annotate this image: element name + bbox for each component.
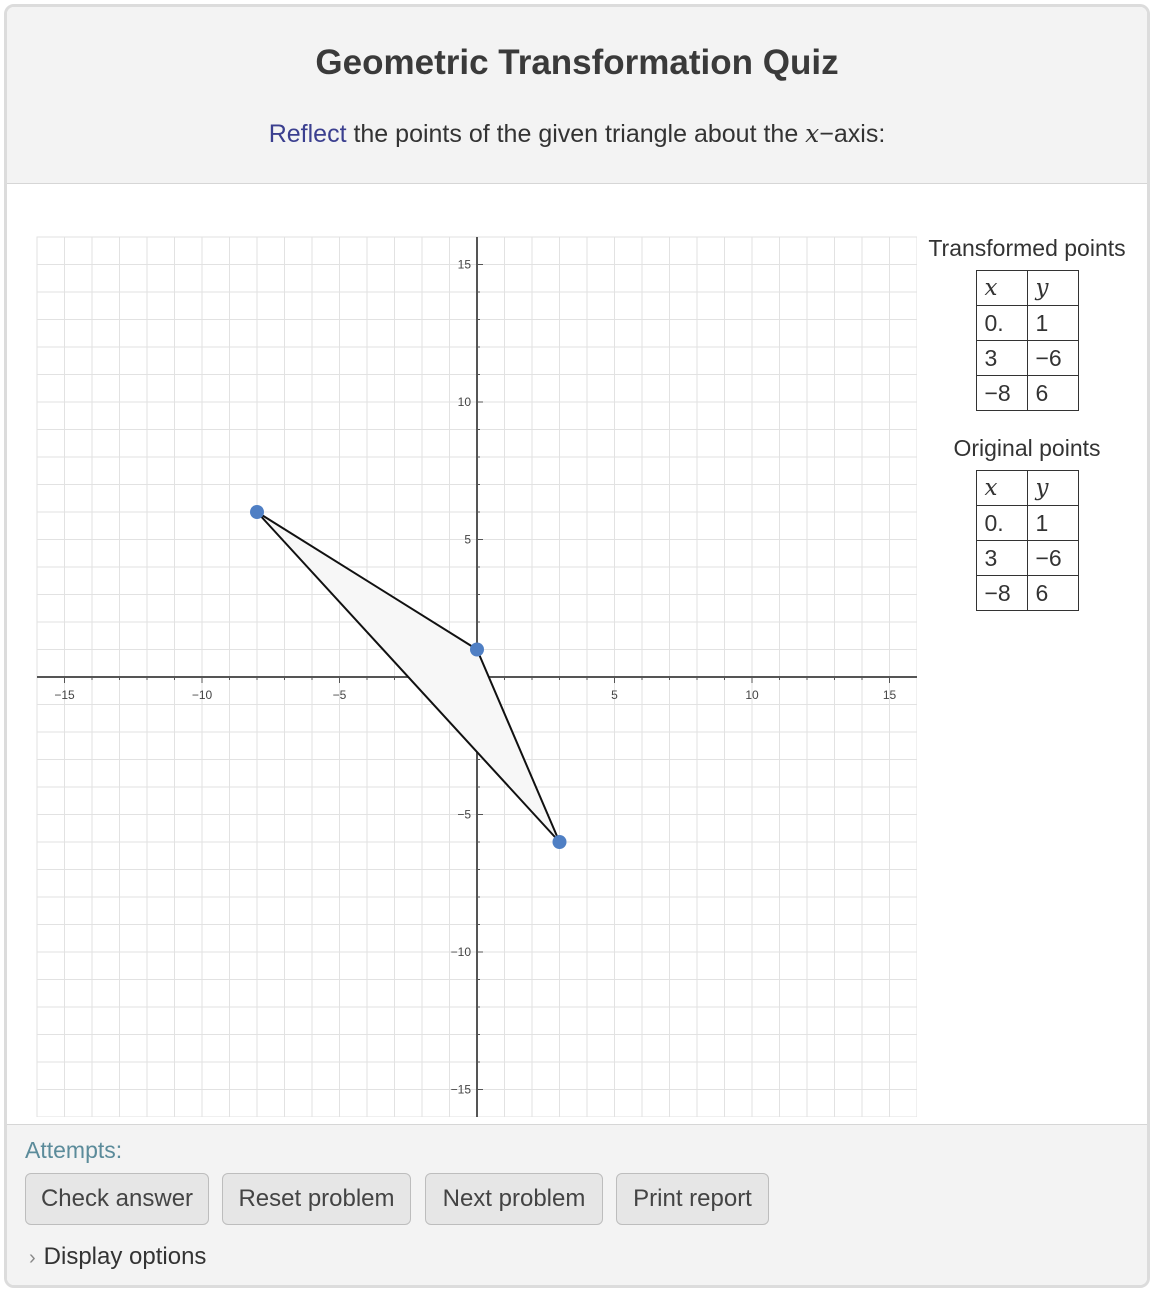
transformed-points-table — [976, 270, 1079, 411]
prompt-axis: −axis: — [819, 120, 886, 148]
display-options-toggle[interactable] — [29, 1243, 206, 1271]
page-title: Geometric Transformation Quiz — [315, 43, 839, 82]
transformed-y-cell[interactable]: −6 — [1027, 341, 1078, 376]
y-tick-label: 5 — [464, 532, 471, 547]
original-points-table — [976, 470, 1079, 611]
chevron-right-icon: › — [29, 1247, 36, 1269]
coordinate-plot[interactable] — [27, 227, 917, 1117]
original-y-cell: 1 — [1027, 506, 1078, 541]
transformed-y-cell[interactable]: 1 — [1027, 306, 1078, 341]
original-x-header: x — [976, 471, 1027, 506]
triangle-vertex-point[interactable] — [250, 505, 264, 519]
x-tick-label: −15 — [54, 688, 75, 702]
original-points-title: Original points — [953, 435, 1101, 461]
quiz-panel — [4, 4, 1150, 1288]
triangle-vertex-point[interactable] — [553, 835, 567, 849]
y-tick-label: 15 — [457, 257, 471, 272]
question-prompt — [7, 119, 1147, 149]
x-tick-label: 15 — [882, 688, 897, 702]
transformed-x-cell[interactable]: 3 — [976, 341, 1027, 376]
original-y-cell: −6 — [1027, 541, 1078, 576]
quiz-footer — [7, 1124, 1147, 1285]
transformed-x-cell[interactable]: −8 — [976, 376, 1027, 411]
y-tick-label: −15 — [450, 1082, 471, 1097]
x-tick-label: −10 — [191, 688, 213, 702]
original-y-header: y — [1027, 471, 1078, 506]
prompt-text: the points of the given triangle about the — [346, 120, 806, 148]
original-x-cell: 3 — [976, 541, 1027, 576]
prompt-variable: x — [805, 119, 820, 148]
transformed-x-cell[interactable]: 0. — [976, 306, 1027, 341]
x-tick-label: 10 — [745, 688, 759, 702]
original-x-cell: −8 — [976, 576, 1027, 611]
print-report-button[interactable]: Print report — [616, 1173, 769, 1225]
original-x-cell: 0. — [976, 506, 1027, 541]
triangle-vertex-point[interactable] — [470, 643, 484, 657]
points-panel — [912, 235, 1142, 635]
y-tick-label: 10 — [457, 395, 471, 409]
prompt-verb: Reflect — [268, 120, 347, 148]
transformed-points-title: Transformed points — [928, 235, 1126, 261]
x-tick-label: 5 — [611, 688, 618, 702]
check-answer-button[interactable]: Check answer — [25, 1173, 209, 1225]
attempts-label: Attempts: — [25, 1137, 123, 1163]
reset-problem-button[interactable]: Reset problem — [222, 1173, 411, 1225]
transformed-y-header: y — [1027, 271, 1078, 306]
original-y-cell: 6 — [1027, 576, 1078, 611]
x-tick-label: −5 — [332, 688, 347, 702]
quiz-header — [7, 7, 1147, 184]
transformed-y-cell[interactable]: 6 — [1027, 376, 1078, 411]
y-tick-label: −5 — [457, 807, 471, 822]
y-tick-label: −10 — [450, 945, 471, 959]
next-problem-button[interactable]: Next problem — [425, 1173, 603, 1225]
display-options-label: Display options — [43, 1243, 207, 1270]
transformed-x-header: x — [976, 271, 1027, 306]
